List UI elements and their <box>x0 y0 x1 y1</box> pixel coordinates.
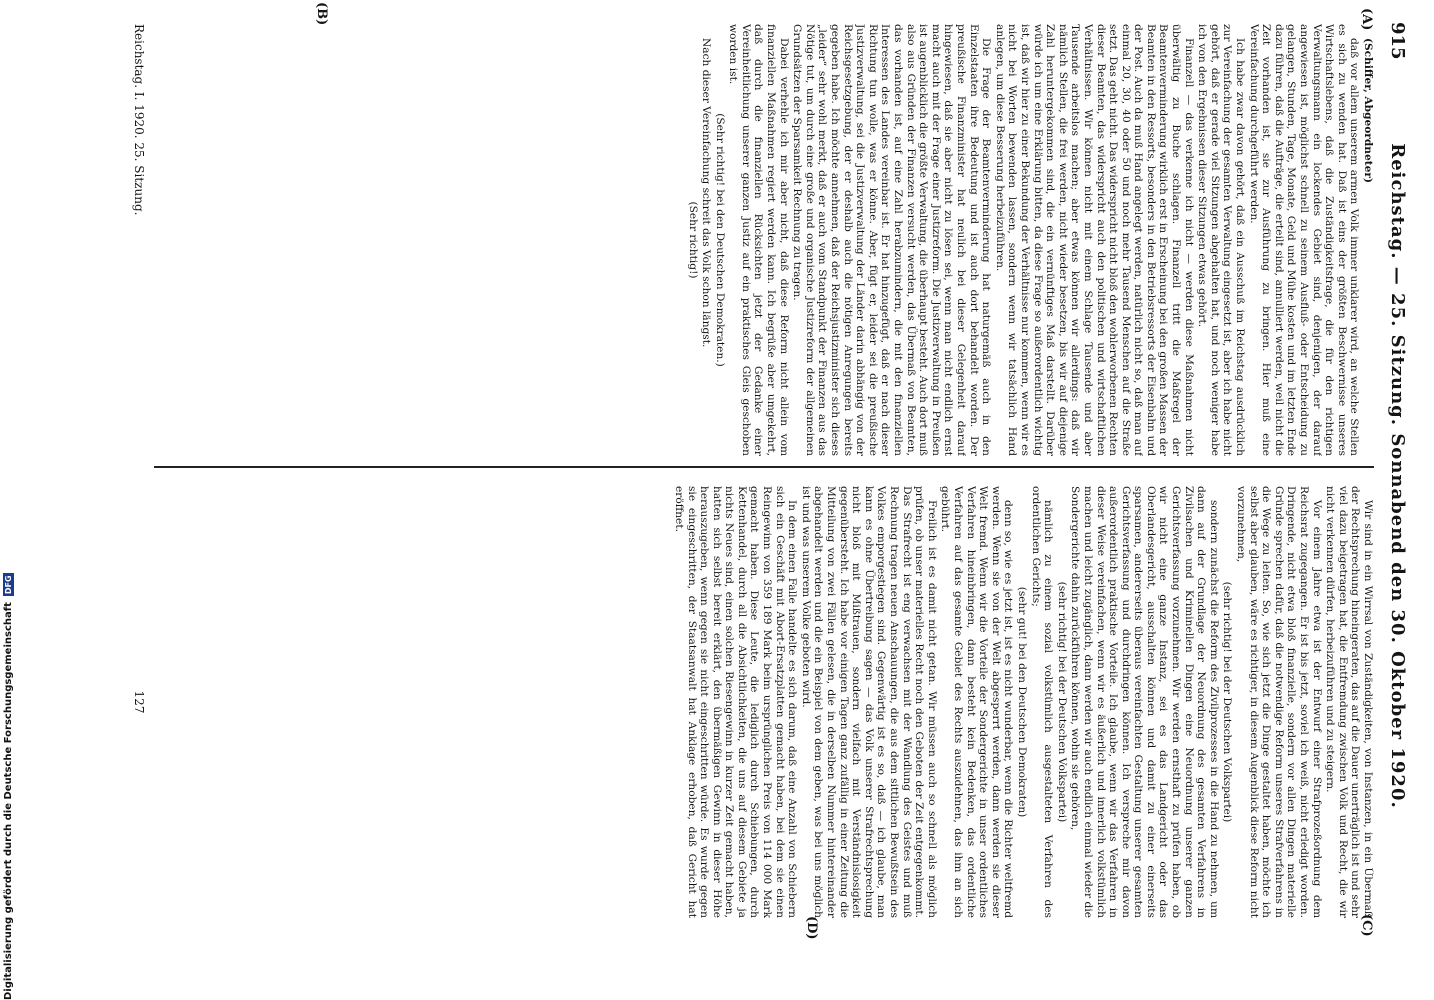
paragraph: Dabei verhehle ich mir aber nicht, daß diese Reform nicht allein vom finanziellen Maßnahmen regiert werden kann. Ich begrüße aber umgekehrt, daß durch die finanziellen Rücksichten jetzt der Gedanke einer Vereinheitlichung unserer ganzen Justiz auf ein praktisches Gleis geschoben worden ist. <box>727 24 790 456</box>
header-page-number: 915 <box>1387 22 1408 60</box>
paragraph: (sehr richtig! bei der Deutschen Volkspartei) <box>1221 581 1234 823</box>
paragraph: (Sehr richtig!) <box>686 201 699 279</box>
paragraph: Vor einem Jahre etwa ist der Entwurf einer Strafprozeßordnung dem Reichsrat zugegangen. Er ist bis jetzt, soviel ich weiß, nicht erledigt worden. Dringende, nicht etwa bloß finanzielle, sondern vor allen Dingen materielle Gründe sprechen dafür, daß die notwendige Reform unseres Strafverfahrens in die Wege zu leiten. So, wie sich jetzt die Dinge gestaltet haben, möchte ich selbst aber glauben, wäre es richtiger, in diesem Augenblick diese Reform nicht vorzunehmen, <box>1235 486 1323 918</box>
margin-marker-a: (A) <box>1359 8 1374 31</box>
column-divider <box>154 466 1374 468</box>
paragraph: (sehr gut! bei den Deutschen Demokraten) <box>1015 586 1028 818</box>
footer-reference: Reichstag. I. 1920. 25. Sitzung. <box>132 24 146 216</box>
paragraph: Nach dieser Vereinfachung schreit das Volk schon längst. <box>700 38 713 348</box>
margin-marker-b: (B) <box>314 2 329 26</box>
digitization-credit <box>0 0 16 1000</box>
header-title-text: Reichstag. — 25. Sitzung. <box>1387 143 1408 427</box>
paragraph: nämlich zu einem sozial volkstümlich ausgestalteten Verfahren des ordentlichen Gerichts; <box>1029 486 1055 918</box>
paragraph: (Sehr richtig! bei den Deutschen Demokraten.) <box>713 113 726 367</box>
margin-marker-d: (D) <box>804 916 819 940</box>
paragraph: sondern zunächst die Reform des Zivilprozesses in die Hand zu nehmen, um dann auf der Grundlage der Neuordnung des gesamten Verfahrens in Zivilsachen und Kriminellen Dingen eine Neuordnung unserer ganzen Gerichtsverfassung vorzunehmen. Wir werden ernsthaft zu prüfen haben, ob wir nicht eine ganze Instanz, sei es das Landgericht oder das Oberlandesgericht, ausschalten können und damit zu einer einerseits sparsamen, andererseits überaus vereinfachten Gestaltung unserer gesamten Gerichtsverfassung und durchdringen können. Ich verspreche mir davon außerordentlich praktische Vorteile. Ich glaube, wenn wir das Verfahren in dieser Weise vereinfachen, wenn wir es äußerlich und innerlich volkstümlich machen und leicht zugänglich, dann werden wir auch endlich einmal wieder die Sondergerichte dahin zurückführen können, wohin sie gehören, <box>1069 486 1220 918</box>
paragraph: Wir sind in ein Wirrsal von Zuständigkeiten, von Instanzen, in ein Übermaß der Rechtsprechung hineingeraten, das auf die Dauer unerträglich ist und sehr viel dazu beigetragen hat, die Entfremdung zwischen Volk und Recht, die wir nicht verkennen dürfen, herbeizuführen und zu steigern. <box>1324 486 1374 918</box>
dfg-logo: DFG <box>3 575 13 595</box>
paragraph: Ich habe zwar davon gehört, daß ein Ausschuß im Reichstag ausdrücklich zur Vereinfachung der gesamten Verwaltung eingesetzt ist, aber ich habe nicht gehört, daß er gerade viel Sitzungen abgehalten hat, und noch weniger habe ich von den Ergebnissen dieser Sitzungen etwas gehört. <box>1196 24 1247 456</box>
paragraph: (sehr richtig! bei der Deutschen Volkspartei) <box>1055 581 1068 823</box>
credit-text: Digitalisierung gefördert durch die Deutsche Forschungsgemeinschaft <box>2 602 14 1000</box>
running-head <box>1380 16 1414 936</box>
rotated-newspaper-page <box>74 2 1414 940</box>
left-column <box>149 24 1374 456</box>
paragraph: Finanzell — das verkenne ich nicht — werden diese Maßnahmen nicht überwältig zu Buche schlagen. Finanzell tritt die Maßregel der Beamtenverminderung wirklich erst in Erscheinung bei den großen Massen der Beamten in den Ressorts, besonders in den Betriebsressorts der Eisenbahn und der Post. Auch da muß Hand angelegt werden, natürlich nicht so, daß man auf einmal 20, 30, 40 oder 50 und noch mehr Tausend Menschen auf die Straße setzt. Das geht nicht. Das widerspricht nicht bloß den wohlerworbenen Rechten dieser Beamten, das widerspricht auch den politischen und wirtschaftlichen Verhältnissen. Wir können nicht mit einem Schlage Tausende und aber Tausende arbeitslos machen; aber etwas können wir allerdings: daß wir nämlich Stellen, die frei werden, nicht wieder besetzen, bis wir auf diejenige Zahl heruntergekommen sind, die ein vernünftiges Maß darstellt. Darüber würde ich um eine Erklärung bitten, da diese Frage so außerordentlich wichtig ist, daß wir hier zu einer Bekundung der Verhältnisse nur kommen, wenn wir es nicht bei Worten bewenden lassen, sondern wenn wir tatsächlich Hand anlegen, um diese Besserung herbeizuführen. <box>993 24 1195 456</box>
paragraph: Die Frage der Beamtenverminderung hat naturgemäß auch in den Einzelstaaten ihre Bedeutung und ist auch dort behandelt worden. Der preußische Finanzminister hat neulich bei dieser Gelegenheit darauf hingewiesen, daß sie aber nicht zu lösen sei, wenn man nicht endlich ernst macht auch mit der Frage einer Justizreform. Die Justizverwaltung in Preußen ist augenblicklich die größte Verwaltung, die überhaupt besteht. Auch dort muß also aus Gründen der Finanzen versucht werden, das Übermaß von Beamten, das vorhanden ist, auf eine Zahl herabzumindern, die mit den finanziellen Interessen des Landes vereinbar ist. Er hat hinzugefügt, daß er nach dieser Richtung tun wolle, was er könne. Aber, fügt er, leider sei die preußische Justizverwaltung, sei die Justizverwaltung der Länder darin abhängig von der Reichsgesetzgebung, der er deshalb auch die nötigen Anregungen bereits gegeben habe. Ich möchte annehmen, daß der Reichsjustizminister sich dieses „leider“ sehr wohl merkt, daß er auch vom Standpunkt der Finanzen aus das Nötige tut, um durch eine große und organische Justizreform der allgemeinen Grundsätzen der Sparsamkeit Rechnung zu tragen. <box>791 24 993 456</box>
margin-marker-c: (C) <box>1359 914 1374 937</box>
paragraph: denn so, wie es jetzt ist, ist es nicht wunderbar, wenn die Richter weltfremd werden. Wenn sie von der Welt abgesperrt werden, dann werden sie dieser Welt fremd. Wenn wir die Vorteile der Sondergerichte in unser ordentliches Verfahren hineinbringen, dann besteht kein Bedenken, das ordentliche Verfahren auf das gesamte Gebiet des Rechts auszudehnen, das ihm an sich gebührt. <box>939 486 1015 918</box>
paragraph: (Schiffer, Abgeordneter) <box>1362 38 1374 183</box>
paragraph: Freilich ist es damit nicht getan. Wir müssen auch so schnell als möglich prüfen, ob unser materielles Recht noch den Geboten der Zeit entgegenkommt. Das Strafrecht ist eng verwachsen mit der Wandlung des Geistes und muß Rechnung tragen neuen Anschauungen, die aus dem sittlichen Bewußtsein des Volkes emporgestiegen sind. Gegenwärtig ist es so, daß — ich glaube, man kann es ohne Übertreibung sagen — das Volk unserer Strafrechtsprechung nicht bloß mit Mißtrauen, sondern vielfach mit Verständnislosigkeit gegenübersteht. Ich habe vor einigen Tagen ganz zufällig in einer Zeitung die Mitteilung von zwei Fällen gelesen, die in derselben Nummer hintereinander abgehandelt werden und die ein Beispiel von dem geben, was bei uns möglich ist und was unserem Volke geboten wird. <box>799 486 938 918</box>
paragraph: daß vor allem unserem armen Volk immer unklarer wird, an welche Stellen es sich zu wenden hat. Daß ist eins der größten Beschwernisse unseres Wirtschaftslebens, daß die Zuständigkeitsfrage, die für den richtigen Verwaltungsmann ein lockendes Gebiet sind, denjenigen, der darauf angewiesen ist, möglichst schnell zu seinem Ausfluß- oder Entscheidung zu gelangen, Stunden, Tage, Monate, Geld und Mühe kosten und im letzten Ende dazu führen, daß die Aufträge, die erteilt sind, annulliert werden, weil nicht die Zeit vorhanden ist, sie zur Ausführung zu bringen. Hier muß eine Vereinfachung durchgeführt werden. <box>1247 24 1361 456</box>
right-column <box>149 486 1374 918</box>
footer-page-number: 127 <box>132 690 146 714</box>
header-date: Sonnabend den 30. Oktober 1920. <box>1387 433 1408 809</box>
header-title <box>1387 16 1408 936</box>
paragraph: In dem einen Falle handelte es sich darum, daß eine Anzahl von Schiebern sich ein Geschäft mit Abort-Ersatzplatten gemacht haben, bei dem sie einen Reingewinn von 359 189 Mark beim ursprünglichen Preis von 114 000 Mark gemacht haben. Diese Leute, die lediglich durch Schiebungen, durch Kettenhandel, durch all die Absichtlichkeiten, die uns auf diesem Gebiete ja nichts Neues sind, einen solchen Riesengewinn in kurzer Zeit gemacht haben, hatten sich selbst bereit erklärt, den übermäßigen Gewinn in dieser Höhe herauszugeben, wenn gegen sie nicht eingeschritten würde. Es wurde gegen sie eingeschritten, der Staatsanwalt hat Anklage erhoben, daß Gericht hat eröffnet. <box>672 486 799 918</box>
